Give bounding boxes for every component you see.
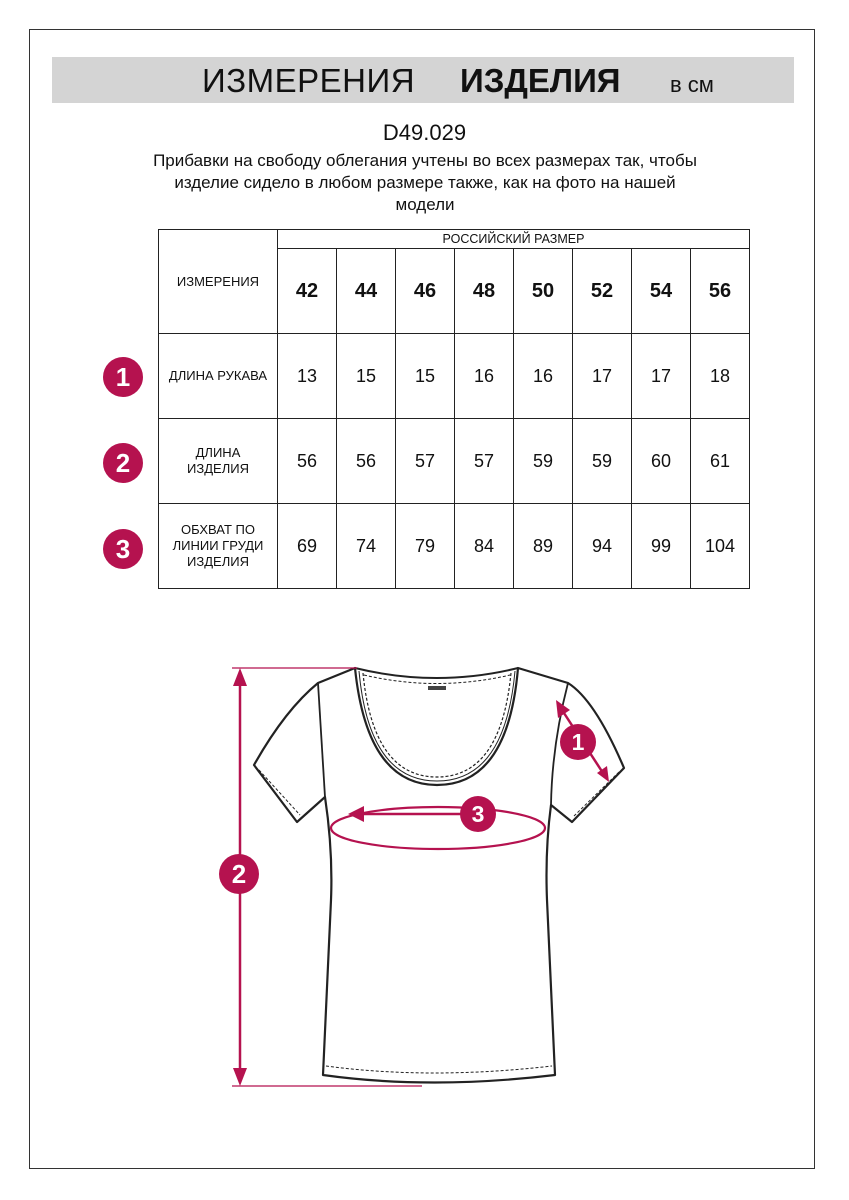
row-label-line: ЛИНИИ ГРУДИ bbox=[172, 538, 264, 553]
table-cell: 60 bbox=[632, 419, 691, 504]
row-label-line: ДЛИНА bbox=[195, 445, 241, 460]
row-label-line: ИЗДЕЛИЯ bbox=[187, 461, 249, 476]
table-cell: 13 bbox=[278, 334, 337, 419]
table-cell: 56 bbox=[337, 419, 396, 504]
table-cell: 89 bbox=[514, 504, 573, 589]
table-cell: 61 bbox=[691, 419, 750, 504]
table-cell: 56 bbox=[278, 419, 337, 504]
table-cell: 15 bbox=[337, 334, 396, 419]
table-cell: 94 bbox=[573, 504, 632, 589]
table-cell: 17 bbox=[573, 334, 632, 419]
size-header: 50 bbox=[514, 249, 573, 334]
product-length-marker: 2 bbox=[219, 854, 259, 894]
row-number-badge: 2 bbox=[103, 443, 143, 483]
measure-header: ИЗМЕРЕНИЯ bbox=[159, 230, 278, 334]
table-cell: 16 bbox=[455, 334, 514, 419]
size-group-header: РОССИЙСКИЙ РАЗМЕР bbox=[278, 230, 750, 249]
table-cell: 69 bbox=[278, 504, 337, 589]
size-header: 48 bbox=[455, 249, 514, 334]
table-cell: 57 bbox=[396, 419, 455, 504]
size-header: 54 bbox=[632, 249, 691, 334]
sleeve-length-marker: 1 bbox=[560, 724, 596, 760]
product-code: D49.029 bbox=[382, 120, 467, 145]
fit-note-line: модели bbox=[395, 195, 455, 214]
table-cell: 84 bbox=[455, 504, 514, 589]
row-number-badge: 3 bbox=[103, 529, 143, 569]
row-number-badge: 1 bbox=[103, 357, 143, 397]
table-cell: 99 bbox=[632, 504, 691, 589]
title-unit: в см bbox=[670, 72, 714, 97]
fit-note-line: Прибавки на свободу облегания учтены во всех размерах так, чтобы bbox=[153, 151, 697, 170]
table-cell: 15 bbox=[396, 334, 455, 419]
chest-girth-marker: 3 bbox=[460, 796, 496, 832]
table-cell: 59 bbox=[573, 419, 632, 504]
title-product: ИЗДЕЛИЯ bbox=[460, 62, 621, 99]
table-cell: 17 bbox=[632, 334, 691, 419]
fit-note-line: изделие сидело в любом размере также, как на фото на нашей bbox=[174, 173, 676, 192]
table-cell: 104 bbox=[691, 504, 750, 589]
size-header: 52 bbox=[573, 249, 632, 334]
size-header: 44 bbox=[337, 249, 396, 334]
table-cell: 18 bbox=[691, 334, 750, 419]
table-cell: 16 bbox=[514, 334, 573, 419]
title-measurements: ИЗМЕРЕНИЯ bbox=[202, 62, 416, 99]
size-header: 42 bbox=[278, 249, 337, 334]
size-header: 56 bbox=[691, 249, 750, 334]
table-cell: 59 bbox=[514, 419, 573, 504]
table-cell: 74 bbox=[337, 504, 396, 589]
label-tag bbox=[428, 686, 446, 690]
row-label-line: ОБХВАТ ПО bbox=[181, 522, 255, 537]
table-cell: 57 bbox=[455, 419, 514, 504]
size-header: 46 bbox=[396, 249, 455, 334]
row-label-line: ДЛИНА РУКАВА bbox=[168, 368, 268, 383]
row-label-line: ИЗДЕЛИЯ bbox=[187, 554, 249, 569]
table-cell: 79 bbox=[396, 504, 455, 589]
